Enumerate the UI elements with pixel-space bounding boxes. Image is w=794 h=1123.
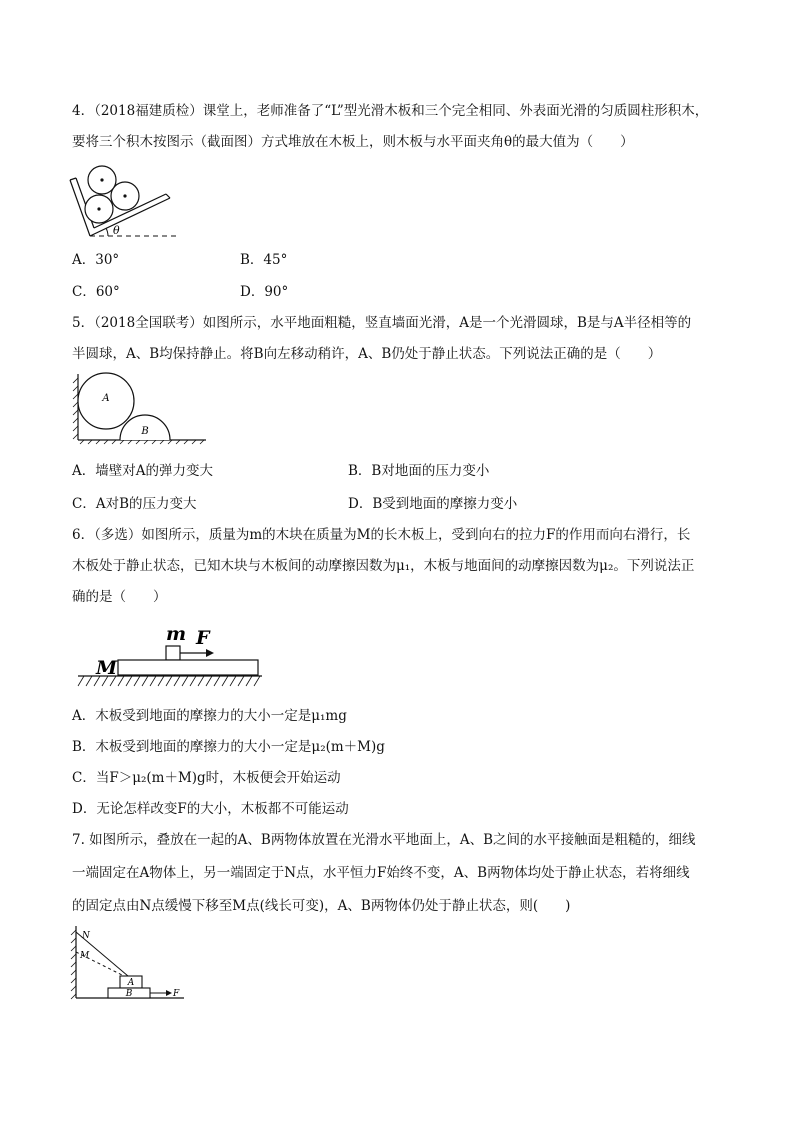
q4-option-c: C．60° xyxy=(72,284,120,300)
q4-stem-line-1: 4．（2018福建质检）课堂上，老师准备了“L”型光滑木板和三个完全相同、外表面光滑的匀质圆柱形积木， xyxy=(72,103,709,119)
q5-label-b: B xyxy=(141,426,149,437)
q7-stem-line-3: 的固定点由N点缓慢下移至M点(线长可变)，A、B两物体仍处于静止状态，则( ) xyxy=(72,898,571,914)
q5-stem-line-1: 5．（2018全国联考）如图所示，水平地面粗糙，竖直墙面光滑，A是一个光滑圆球，B是与A半径相等的 xyxy=(72,315,692,331)
q6-label-M: M xyxy=(96,657,118,679)
q6-option-a: A．木板受到地面的摩擦力的大小一定是μ₁mg xyxy=(72,708,347,724)
q6-label-m: m xyxy=(166,623,187,645)
q5-option-a: A．墙壁对A的弹力变大 xyxy=(72,463,213,479)
q6-stem-line-2: 木板处于静止状态，已知木块与木板间的动摩擦因数为μ₁，木板与地面间的动摩擦因数为μ₂。下列说法正 xyxy=(72,558,695,574)
q7-label-N: N xyxy=(82,931,90,941)
q7-stem-line-1: 7. 如图所示，叠放在一起的A、B两物体放置在光滑水平地面上，A、B之间的水平接触面是粗糙的，细线 xyxy=(72,832,696,848)
q6-stem-line-3: 确的是（ ） xyxy=(72,589,167,605)
q7-label-F: F xyxy=(173,989,180,999)
q7-figure-stacked-blocks xyxy=(68,924,188,1004)
q6-option-b: B．木板受到地面的摩擦力的大小一定是μ₂(m＋M)g xyxy=(72,739,385,755)
q5-label-a: A xyxy=(102,393,110,404)
q4-theta-label: θ xyxy=(113,224,120,237)
q4-stem-line-2: 要将三个积木按图示（截面图）方式堆放在木板上，则木板与水平面夹角θ的最大值为（ ） xyxy=(72,134,634,150)
q5-option-c: C．A对B的压力变大 xyxy=(72,496,197,512)
q7-label-A: A xyxy=(127,978,135,988)
q7-label-M: M xyxy=(80,951,90,961)
q6-stem-line-1: 6．（多选）如图所示，质量为m的木块在质量为M的长木板上，受到向右的拉力F的作用而向右滑行，长 xyxy=(72,527,691,543)
q5-figure-ball-and-hemisphere xyxy=(70,372,210,446)
q7-stem-line-2: 一端固定在A物体上，另一端固定于N点，水平恒力F始终不变，A、B两物体均处于静止状态，若将细线 xyxy=(72,865,690,881)
q5-stem-line-2: 半圆球，A、B均保持静止。将B向左移动稍许，A、B仍处于静止状态。下列说法正确的是（ ） xyxy=(72,346,662,362)
q6-option-d: D．无论怎样改变F的大小，木板都不可能运动 xyxy=(72,801,349,817)
q4-option-a: A．30° xyxy=(72,252,120,268)
q6-label-F: F xyxy=(196,627,210,649)
q5-option-b: B．B对地面的压力变小 xyxy=(348,463,490,479)
q6-option-c: C．当F＞μ₂(m＋M)g时，木板便会开始运动 xyxy=(72,770,341,786)
q4-option-b: B．45° xyxy=(240,252,288,268)
q4-figure-stacked-cylinders xyxy=(66,158,186,242)
q6-figure-block-on-board xyxy=(74,618,266,694)
q7-label-B: B xyxy=(125,989,133,999)
q5-option-d: D．B受到地面的摩擦力变小 xyxy=(348,496,518,512)
q4-option-d: D．90° xyxy=(240,284,289,300)
